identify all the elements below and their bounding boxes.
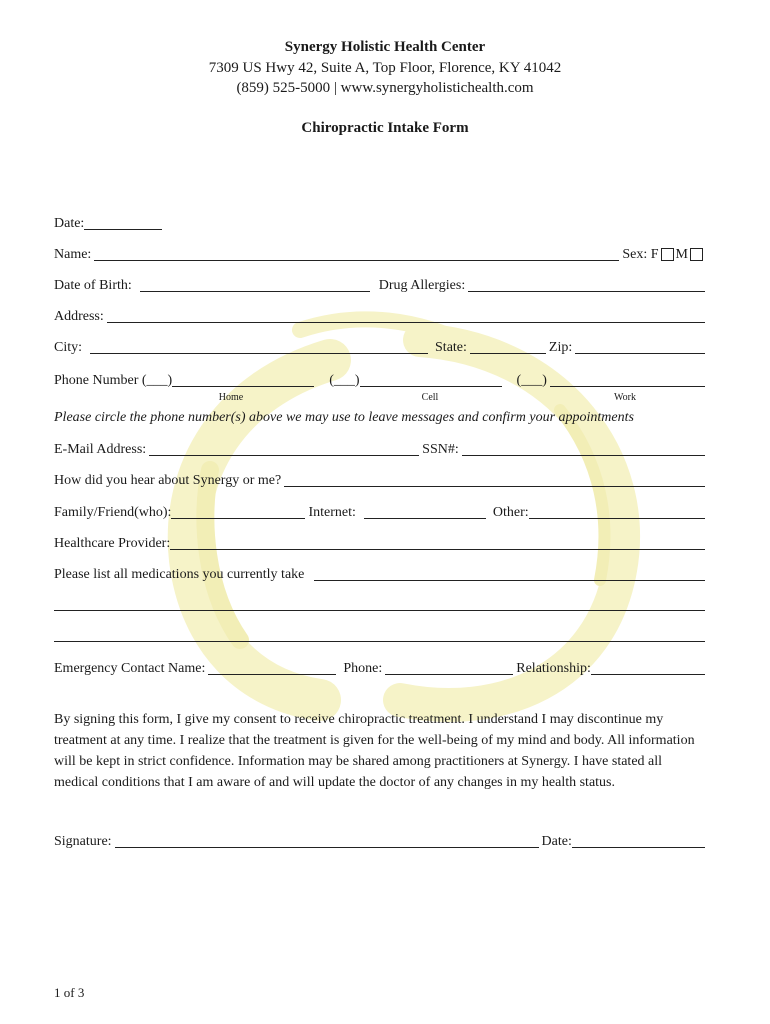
phone-work-prefix: (___)	[516, 373, 547, 388]
medications-line-2[interactable]	[54, 610, 705, 611]
signature-field[interactable]	[115, 834, 539, 848]
emergency-label: Emergency Contact Name:	[54, 661, 206, 676]
state-field[interactable]	[470, 340, 546, 354]
other-label: Other:	[492, 505, 529, 520]
internet-field[interactable]	[364, 505, 486, 519]
email-row	[54, 440, 705, 458]
source-row	[54, 503, 705, 521]
phone-work-field[interactable]	[550, 373, 705, 387]
medications-row	[54, 565, 705, 583]
phone-home-field[interactable]	[172, 373, 314, 387]
phone-cell-sublabel: Cell	[421, 392, 439, 403]
sex-m-checkbox[interactable]	[690, 248, 703, 261]
org-address: 7309 US Hwy 42, Suite A, Top Floor, Florence, KY 41042	[208, 60, 562, 76]
referral-label: How did you hear about Synergy or me?	[54, 473, 282, 488]
signature-label: Signature:	[54, 834, 112, 849]
emergency-phone-field[interactable]	[385, 661, 513, 675]
phone-label: Phone Number (___)	[54, 373, 173, 388]
dob-row	[54, 276, 705, 294]
sex-f-checkbox[interactable]	[661, 248, 674, 261]
name-field[interactable]	[94, 247, 619, 261]
medications-field[interactable]	[314, 567, 705, 581]
city-field[interactable]	[90, 340, 428, 354]
phone-cell-prefix: (___)	[329, 373, 360, 388]
consent-text: By signing this form, I give my consent to receive chiropractic treatment. I understand I may discontinue my treatment at any time. I realize that the treatment is given for the well-being of my mind and body. All information will be kept in strict confidence. Information may be shared among practitioners at Synergy. I have stated all medical conditions that I am aware of and will update the doctor of any changes in my health status.	[54, 712, 695, 790]
form-title: Chiropractic Intake Form	[301, 120, 469, 136]
ssn-label: SSN#:	[422, 442, 459, 457]
emergency-phone-label: Phone:	[343, 661, 383, 676]
phone-cell-field[interactable]	[360, 373, 502, 387]
zip-field[interactable]	[575, 340, 705, 354]
date-row	[54, 214, 705, 232]
sex-m-label: M	[675, 247, 688, 262]
city-row	[54, 338, 705, 356]
name-label: Name:	[54, 247, 92, 262]
sig-date-label: Date:	[541, 834, 572, 849]
name-row	[54, 245, 705, 263]
email-field[interactable]	[149, 442, 419, 456]
medications-label: Please list all medications you currently take	[54, 567, 305, 582]
allergies-field[interactable]	[468, 278, 705, 292]
emergency-row	[54, 659, 705, 677]
date-field[interactable]	[84, 216, 162, 230]
internet-label: Internet:	[308, 505, 356, 520]
email-label: E-Mail Address:	[54, 442, 147, 457]
org-name: Synergy Holistic Health Center	[284, 39, 486, 55]
phone-note: Please circle the phone number(s) above we may use to leave messages and confirm your appointments	[54, 410, 634, 425]
phone-home-sublabel: Home	[218, 392, 244, 403]
medications-line-3[interactable]	[54, 641, 705, 642]
city-label: City:	[54, 340, 83, 355]
provider-field[interactable]	[170, 536, 705, 550]
referral-field[interactable]	[284, 473, 705, 487]
family-field[interactable]	[171, 505, 305, 519]
referral-row	[54, 471, 705, 489]
state-label: State:	[435, 340, 467, 355]
phone-work-sublabel: Work	[614, 392, 636, 403]
relationship-label: Relationship:	[516, 661, 591, 676]
ssn-field[interactable]	[462, 442, 705, 456]
org-contact: (859) 525-5000 | www.synergyholistichealth.com	[236, 80, 534, 96]
sig-date-field[interactable]	[572, 834, 705, 848]
allergies-label: Drug Allergies:	[378, 278, 466, 293]
provider-label: Healthcare Provider:	[54, 536, 171, 551]
address-label: Address:	[54, 309, 104, 324]
family-label: Family/Friend(who):	[54, 505, 172, 520]
sex-label: Sex: F	[622, 247, 659, 262]
relationship-field[interactable]	[591, 661, 705, 675]
phone-row	[54, 371, 705, 389]
zip-label: Zip:	[548, 340, 573, 355]
date-label: Date:	[54, 216, 85, 231]
address-field[interactable]	[107, 309, 705, 323]
other-field[interactable]	[529, 505, 705, 519]
dob-field[interactable]	[140, 278, 370, 292]
address-row	[54, 307, 705, 325]
dob-label: Date of Birth:	[54, 278, 132, 293]
emergency-name-field[interactable]	[208, 661, 336, 675]
page-number: 1 of 3	[54, 985, 85, 1000]
provider-row	[54, 534, 705, 552]
signature-row	[54, 832, 705, 850]
